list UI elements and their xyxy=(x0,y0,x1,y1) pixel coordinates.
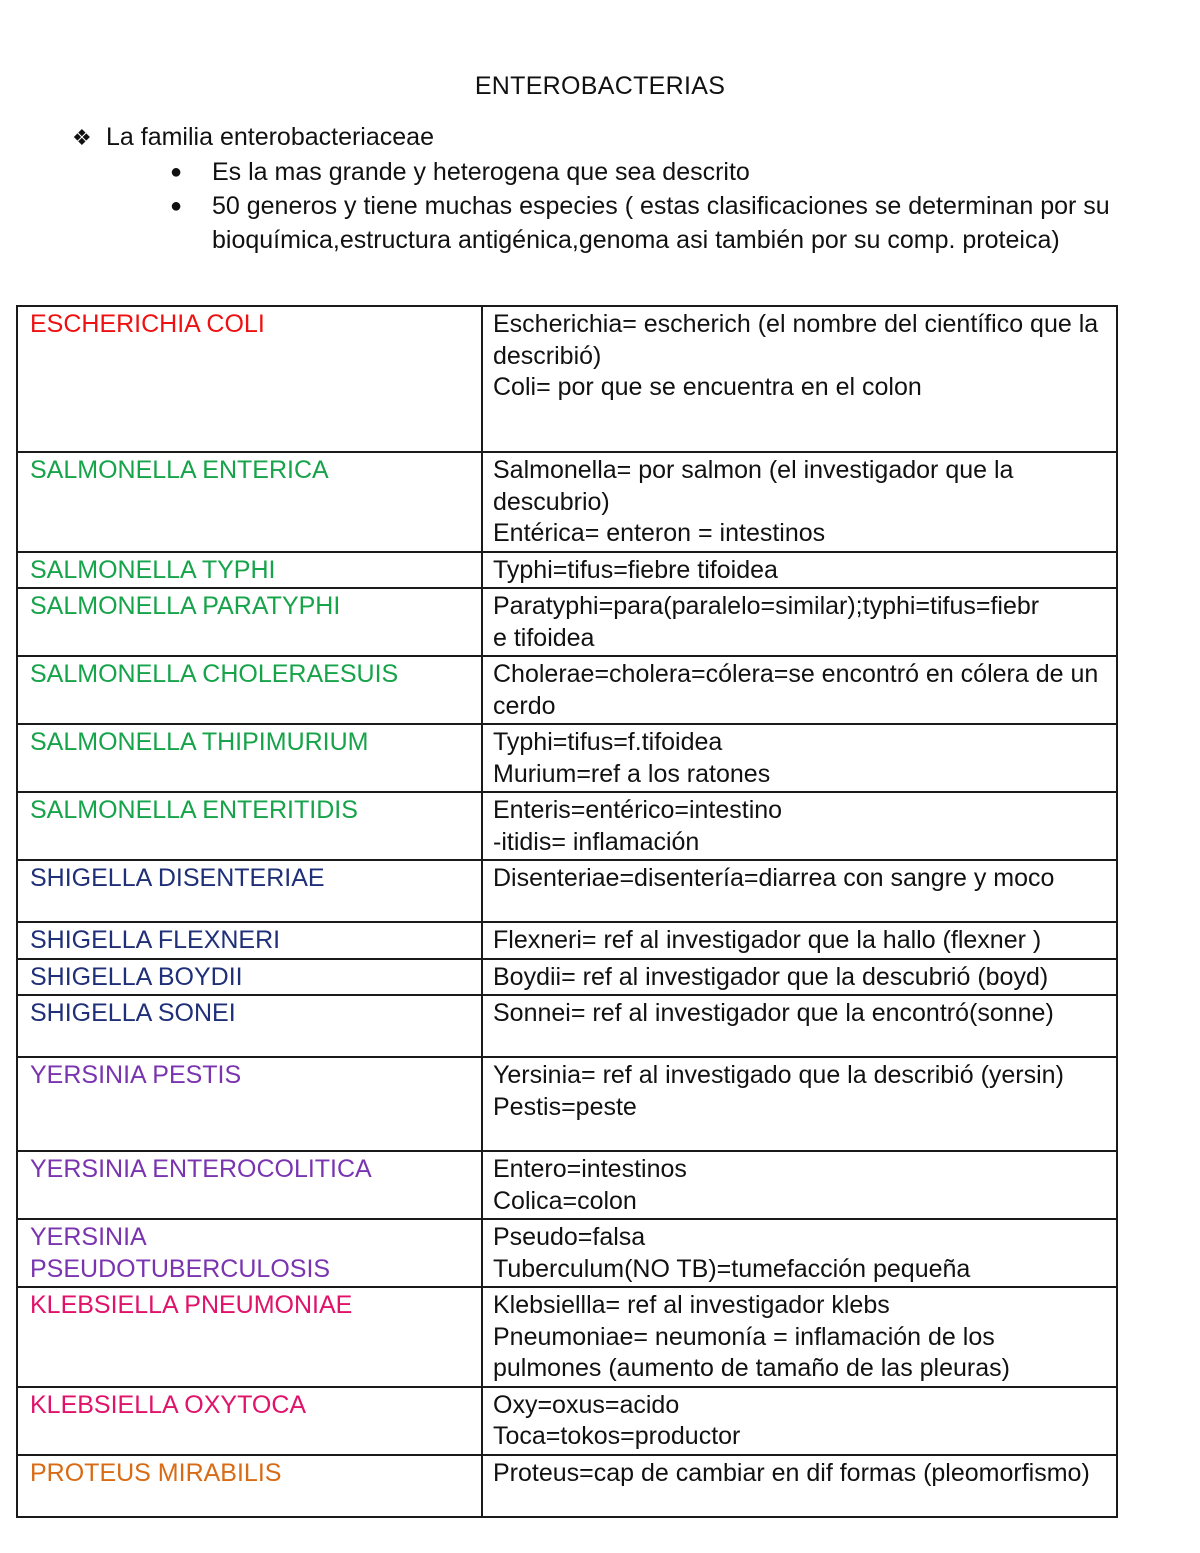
table-row xyxy=(17,860,1117,922)
intro-bullet xyxy=(72,189,1132,257)
etymology-text: Klebsiellla= ref al investigador klebs xyxy=(493,1291,890,1319)
diamond-bullet-icon: ❖ xyxy=(72,125,92,150)
etymology-text: Salmonella= por salmon (el investigador que la descubrio) xyxy=(493,456,1021,516)
bullet-dot-icon: ● xyxy=(170,161,183,183)
etymology-cell xyxy=(482,588,1117,656)
species-name: YERSINIA ENTEROCOLITICA xyxy=(30,1155,372,1183)
etymology-text: Proteus=cap de cambiar en dif formas (pleomorfismo) xyxy=(493,1458,1090,1487)
etymology-text: -itidis= inflamación xyxy=(493,827,700,856)
etymology-text: Flexneri= ref al investigador que la hallo (flexner ) xyxy=(493,926,1042,954)
etymology-text: Toca=tokos=productor xyxy=(493,1422,741,1450)
species-name: SHIGELLA BOYDII xyxy=(30,962,243,991)
etymology-cell xyxy=(482,959,1117,996)
etymology-text: Enteris=entérico=intestino xyxy=(493,796,783,824)
etymology-cell xyxy=(482,306,1117,452)
etymology-text: Typhi=tifus=fiebre tifoidea xyxy=(493,555,778,584)
species-name: SALMONELLA THIPIMURIUM xyxy=(30,728,369,756)
species-name: SHIGELLA FLEXNERI xyxy=(30,926,281,954)
etymology-cell xyxy=(482,1057,1117,1151)
etymology-cell xyxy=(482,1219,1117,1287)
species-name-cell xyxy=(17,452,482,552)
species-name-cell xyxy=(17,306,482,452)
document-title: ENTEROBACTERIAS xyxy=(474,72,726,100)
species-name-cell xyxy=(17,995,482,1057)
species-name-cell xyxy=(17,1151,482,1219)
species-name: PSEUDOTUBERCULOSIS xyxy=(30,1254,331,1283)
etymology-text: Typhi=tifus=f.tifoidea xyxy=(493,728,723,756)
species-name-cell xyxy=(17,656,482,724)
etymology-text: Oxy=oxus=acido xyxy=(493,1390,680,1419)
species-name-cell xyxy=(17,588,482,656)
intro-bullet-text: 50 generos y tiene muchas especies ( estas clasificaciones se determinan por su bioquímica,estructura antigénica,genoma asi también por su comp. proteica) xyxy=(212,192,1110,254)
species-name-cell xyxy=(17,724,482,792)
table-row xyxy=(17,1151,1117,1219)
etymology-cell xyxy=(482,1151,1117,1219)
table-row xyxy=(17,922,1117,959)
intro-bullet xyxy=(72,155,1132,189)
etymology-cell xyxy=(482,1387,1117,1455)
etymology-cell xyxy=(482,860,1117,922)
table-row xyxy=(17,1455,1117,1517)
etymology-text: e tifoidea xyxy=(493,623,595,652)
etymology-text: Colica=colon xyxy=(493,1186,637,1215)
species-name: SHIGELLA DISENTERIAE xyxy=(30,864,325,892)
species-name: SALMONELLA TYPHI xyxy=(30,555,276,584)
table-row xyxy=(17,959,1117,996)
etymology-text: Pseudo=falsa xyxy=(493,1223,646,1251)
family-heading: La familia enterobacteriaceae xyxy=(106,123,434,151)
etymology-cell xyxy=(482,452,1117,552)
species-name: ESCHERICHIA COLI xyxy=(30,310,265,338)
table-row xyxy=(17,724,1117,792)
species-name-cell xyxy=(17,860,482,922)
etymology-text: Tuberculum(NO TB)=tumefacción pequeña xyxy=(493,1254,971,1283)
species-name: KLEBSIELLA PNEUMONIAE xyxy=(30,1291,353,1319)
etymology-text: Murium=ref a los ratones xyxy=(493,759,771,788)
etymology-text: Yersinia= ref al investigado que la describió (yersin) xyxy=(493,1061,1064,1089)
species-name-cell xyxy=(17,1287,482,1387)
species-name-cell xyxy=(17,922,482,959)
etymology-text: Entero=intestinos xyxy=(493,1155,687,1183)
species-name-cell xyxy=(17,959,482,996)
etymology-cell xyxy=(482,552,1117,589)
species-name-cell xyxy=(17,1219,482,1287)
table-row xyxy=(17,452,1117,552)
table-row xyxy=(17,1219,1117,1287)
species-name: YERSINIA xyxy=(30,1223,147,1251)
table-row xyxy=(17,792,1117,860)
etymology-cell xyxy=(482,656,1117,724)
species-name-cell xyxy=(17,552,482,589)
table-row xyxy=(17,1387,1117,1455)
table-row xyxy=(17,656,1117,724)
etymology-text: Escherichia= escherich (el nombre del científico que la describió) xyxy=(493,310,1106,370)
etymology-cell xyxy=(482,995,1117,1057)
etymology-text: Paratyphi=para(paralelo=similar);typhi=tifus=fiebr xyxy=(493,592,1040,620)
species-name: YERSINIA PESTIS xyxy=(30,1061,242,1089)
table-row xyxy=(17,588,1117,656)
etymology-text: Pestis=peste xyxy=(493,1092,637,1121)
bullet-dot-icon: ● xyxy=(170,195,183,217)
species-name: KLEBSIELLA OXYTOCA xyxy=(30,1390,307,1419)
etymology-text: Entérica= enteron = intestinos xyxy=(493,519,826,547)
etymology-cell xyxy=(482,1455,1117,1517)
etymology-text: Coli= por que se encuentra en el colon xyxy=(493,373,922,401)
species-name: SALMONELLA ENTERICA xyxy=(30,456,329,484)
table-row xyxy=(17,552,1117,589)
table-body xyxy=(17,306,1117,1517)
table-row xyxy=(17,1057,1117,1151)
species-name: SALMONELLA PARATYPHI xyxy=(30,592,341,620)
species-name-cell xyxy=(17,1455,482,1517)
species-name: SALMONELLA ENTERITIDIS xyxy=(30,796,358,824)
etymology-text: Boydii= ref al investigador que la descubrió (boyd) xyxy=(493,962,1049,991)
species-name-cell xyxy=(17,792,482,860)
family-heading-line xyxy=(72,120,1132,155)
table-row xyxy=(17,995,1117,1057)
intro-bullet-text: Es la mas grande y heterogena que sea descrito xyxy=(212,158,750,186)
intro-section xyxy=(72,120,1132,257)
etymology-text: Disenteriae=disentería=diarrea con sangre y moco xyxy=(493,864,1055,892)
species-name: PROTEUS MIRABILIS xyxy=(30,1458,282,1487)
etymology-text: Sonnei= ref al investigador que la encontró(sonne) xyxy=(493,999,1054,1027)
etymology-cell xyxy=(482,724,1117,792)
etymology-cell xyxy=(482,792,1117,860)
etymology-cell xyxy=(482,922,1117,959)
enterobacteria-table xyxy=(16,305,1118,1518)
table-row xyxy=(17,306,1117,452)
table-row xyxy=(17,1287,1117,1387)
species-name: SHIGELLA SONEI xyxy=(30,999,236,1027)
species-name-cell xyxy=(17,1387,482,1455)
etymology-text: Pneumoniae= neumonía = inflamación de los pulmones (aumento de tamaño de las pleuras) xyxy=(493,1322,1010,1382)
species-name-cell xyxy=(17,1057,482,1151)
species-name: SALMONELLA CHOLERAESUIS xyxy=(30,660,399,688)
etymology-cell xyxy=(482,1287,1117,1387)
etymology-text: Cholerae=cholera=cólera=se encontró en cólera de un cerdo xyxy=(493,660,1106,720)
